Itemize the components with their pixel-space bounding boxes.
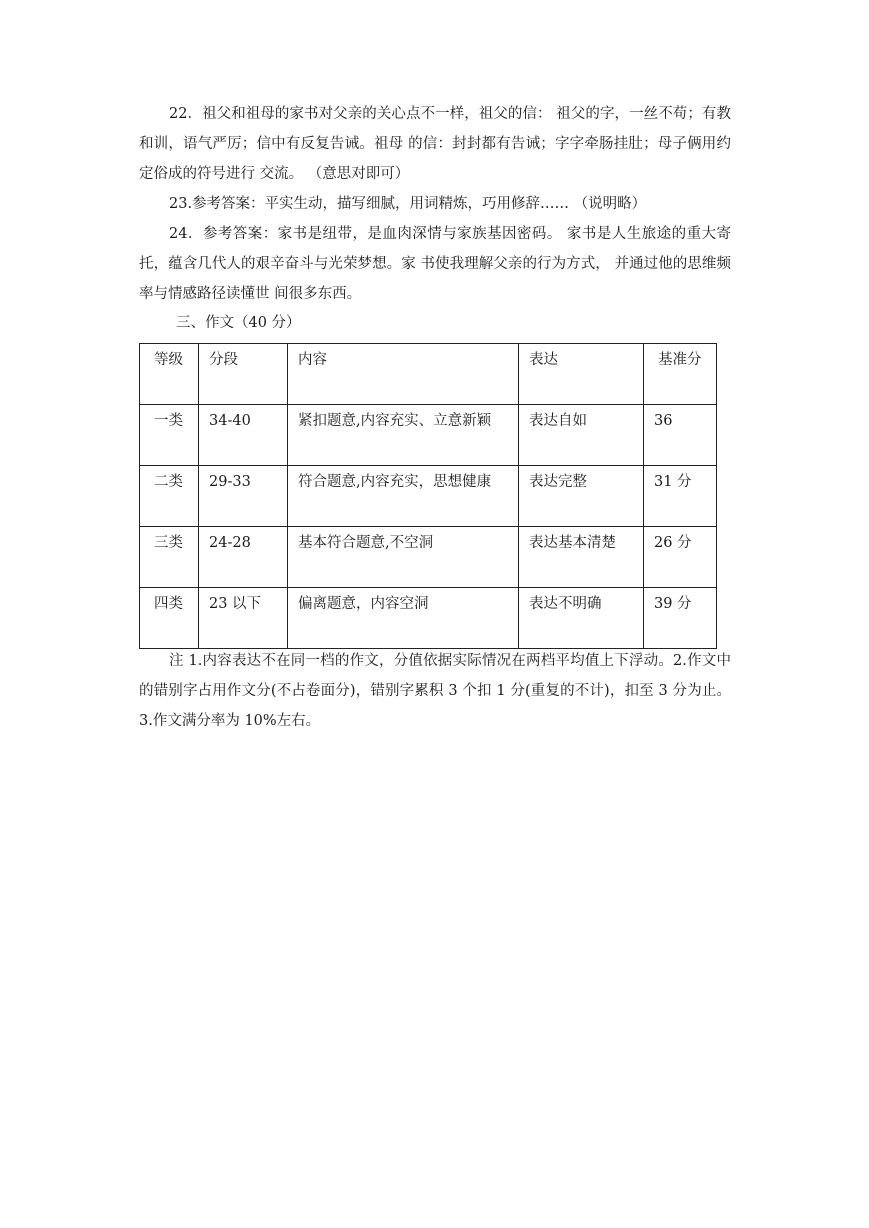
table-row bbox=[140, 405, 717, 466]
table-row bbox=[140, 588, 717, 649]
header-grade: 等级 bbox=[140, 344, 199, 405]
essay-grading-table bbox=[139, 343, 717, 649]
grade-cell: 四类 bbox=[140, 588, 199, 649]
range-cell: 29-33 bbox=[199, 466, 288, 527]
expression-cell: 表达自如 bbox=[519, 405, 644, 466]
content-cell: 基本符合题意,不空洞 bbox=[288, 527, 519, 588]
range-cell: 23 以下 bbox=[199, 588, 288, 649]
content-cell: 偏离题意，内容空洞 bbox=[288, 588, 519, 649]
base-score-cell: 39 分 bbox=[644, 588, 717, 649]
header-expression: 表达 bbox=[519, 344, 644, 405]
content-cell: 紧扣题意,内容充实、立意新颖 bbox=[288, 405, 519, 466]
header-range: 分段 bbox=[199, 344, 288, 405]
table-header-row bbox=[140, 344, 717, 405]
header-base-score: 基准分 bbox=[644, 344, 717, 405]
essay-heading: 三、作文（40 分） bbox=[176, 315, 301, 331]
content-cell: 符合题意,内容充实，思想健康 bbox=[288, 466, 519, 527]
table-row bbox=[140, 466, 717, 527]
grading-notes: 注 1.内容表达不在同一档的作文，分值依据实际情况在两档平均值上下浮动。2.作文中的错别字占用作文分(不占卷面分)，错别字累积 3 个扣 1 分(重复的不计)，扣至 3 分为止。3.作文满分率为 10%左右。 bbox=[139, 653, 731, 729]
range-cell: 34-40 bbox=[199, 405, 288, 466]
answer-q23: 23.参考答案：平实生动，描写细腻，用词精炼，巧用修辞…… （说明略） bbox=[169, 196, 647, 212]
header-content: 内容 bbox=[288, 344, 519, 405]
base-score-cell: 31 分 bbox=[644, 466, 717, 527]
range-cell: 24-28 bbox=[199, 527, 288, 588]
grade-cell: 一类 bbox=[140, 405, 199, 466]
expression-cell: 表达不明确 bbox=[519, 588, 644, 649]
base-score-cell: 26 分 bbox=[644, 527, 717, 588]
base-score-cell: 36 bbox=[644, 405, 717, 466]
table-row bbox=[140, 527, 717, 588]
answer-q24: 24．参考答案：家书是纽带，是血肉深情与家族基因密码。 家书是人生旅途的重大寄托，蕴含几代人的艰辛奋斗与光荣梦想。家 书使我理解父亲的行为方式， 并通过他的思维频率与情感路径读懂世 间很多东西。 bbox=[139, 226, 731, 302]
expression-cell: 表达基本清楚 bbox=[519, 527, 644, 588]
grade-cell: 二类 bbox=[140, 466, 199, 527]
expression-cell: 表达完整 bbox=[519, 466, 644, 527]
grade-cell: 三类 bbox=[140, 527, 199, 588]
answer-q22: 22．祖父和祖母的家书对父亲的关心点不一样，祖父的信： 祖父的字，一丝不苟；有教和训，语气严厉；信中有反复告诫。祖母 的信：封封都有告诫；字字牵肠挂肚；母子俩用约定俗成的符号进行 交流。 （意思对即可） bbox=[139, 106, 731, 182]
